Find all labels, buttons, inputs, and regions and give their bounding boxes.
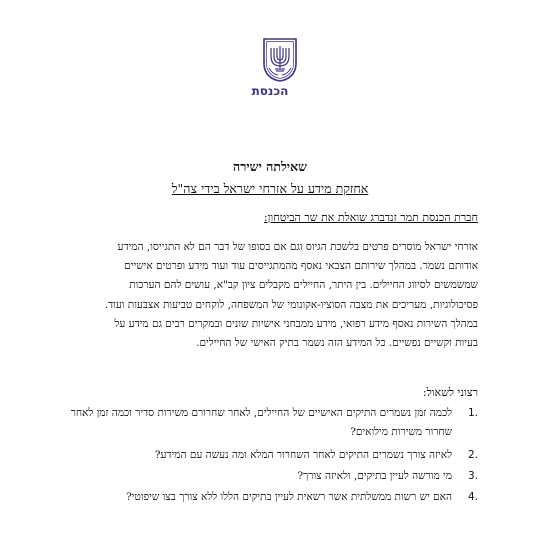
body-line: פסיכולוגיות, מעריכים את מצבה הסוציו-אקונומי של המשפחה, לוקחים טביעות אצבעות ועוד. <box>104 298 478 311</box>
document-title: שאילתה ישירה <box>233 159 307 174</box>
question-item <box>60 488 478 507</box>
body-line: אודותם נשמר. במהלך שירותם הצבאי נאסף מהמתגייסים עוד ועוד מידע ופרטים אישיים <box>124 260 478 273</box>
question-item <box>60 467 478 486</box>
question-text: לאיזה צורך נשמרים התיקים לאחר השחרור המלא ומה נעשה עם המידע? <box>154 449 452 461</box>
question-number: .2 <box>467 449 478 461</box>
question-number: .3 <box>467 470 478 482</box>
question-list <box>60 404 478 509</box>
question-text: האם יש רשות ממשלתית אשר רשאית לעיין בתיקים הללו ללא צורך בצו שיפוטי? <box>126 491 452 503</box>
document-subtitle: אחזקת מידע על אזרחי ישראל בידי צה"ל <box>171 181 369 196</box>
question-text: מי מורשה לעיין בתיקים, ולאיזה צורך? <box>297 470 452 482</box>
body-paragraph <box>100 238 478 353</box>
question-item <box>60 446 478 465</box>
question-number: .4 <box>467 491 478 503</box>
org-name: הכנסת <box>251 84 289 98</box>
question-number: .1 <box>467 407 478 419</box>
body-line: שמשמשים לסיווג החיילים. בין היתר, החיילים מקבלים ציון קב"א, עושים להם הערכות <box>129 279 478 292</box>
question-text: לכמה זמן נשמרים התיקים האישיים של החיילים, לאחר שחרורם משירות סדיר וכמה זמן לאחר שחרור משירות מילואים? <box>70 407 452 438</box>
body-line: בעיות וקשיים נפשיים. כל המידע הזה נשמר בתיק האישי של החיילים. <box>196 337 478 350</box>
body-line: אזרחי ישראל מוסרים פרטים בלשכת הגיוס וגם אם בסופו של דבר הם לא התגייסו, המידע <box>117 241 478 253</box>
body-line: במהלך השירות נאסף מידע רפואי, מידע ממבחני אישיות שונים ובמקרים רבים גם מידע על <box>114 317 478 330</box>
menorah-emblem-icon <box>262 38 298 82</box>
intro-line: חברת הכנסת תמר זנדברג שואלת את שר הביטחון: <box>263 211 478 224</box>
request-label: רצוני לשאול: <box>422 386 478 399</box>
question-item <box>60 404 478 444</box>
